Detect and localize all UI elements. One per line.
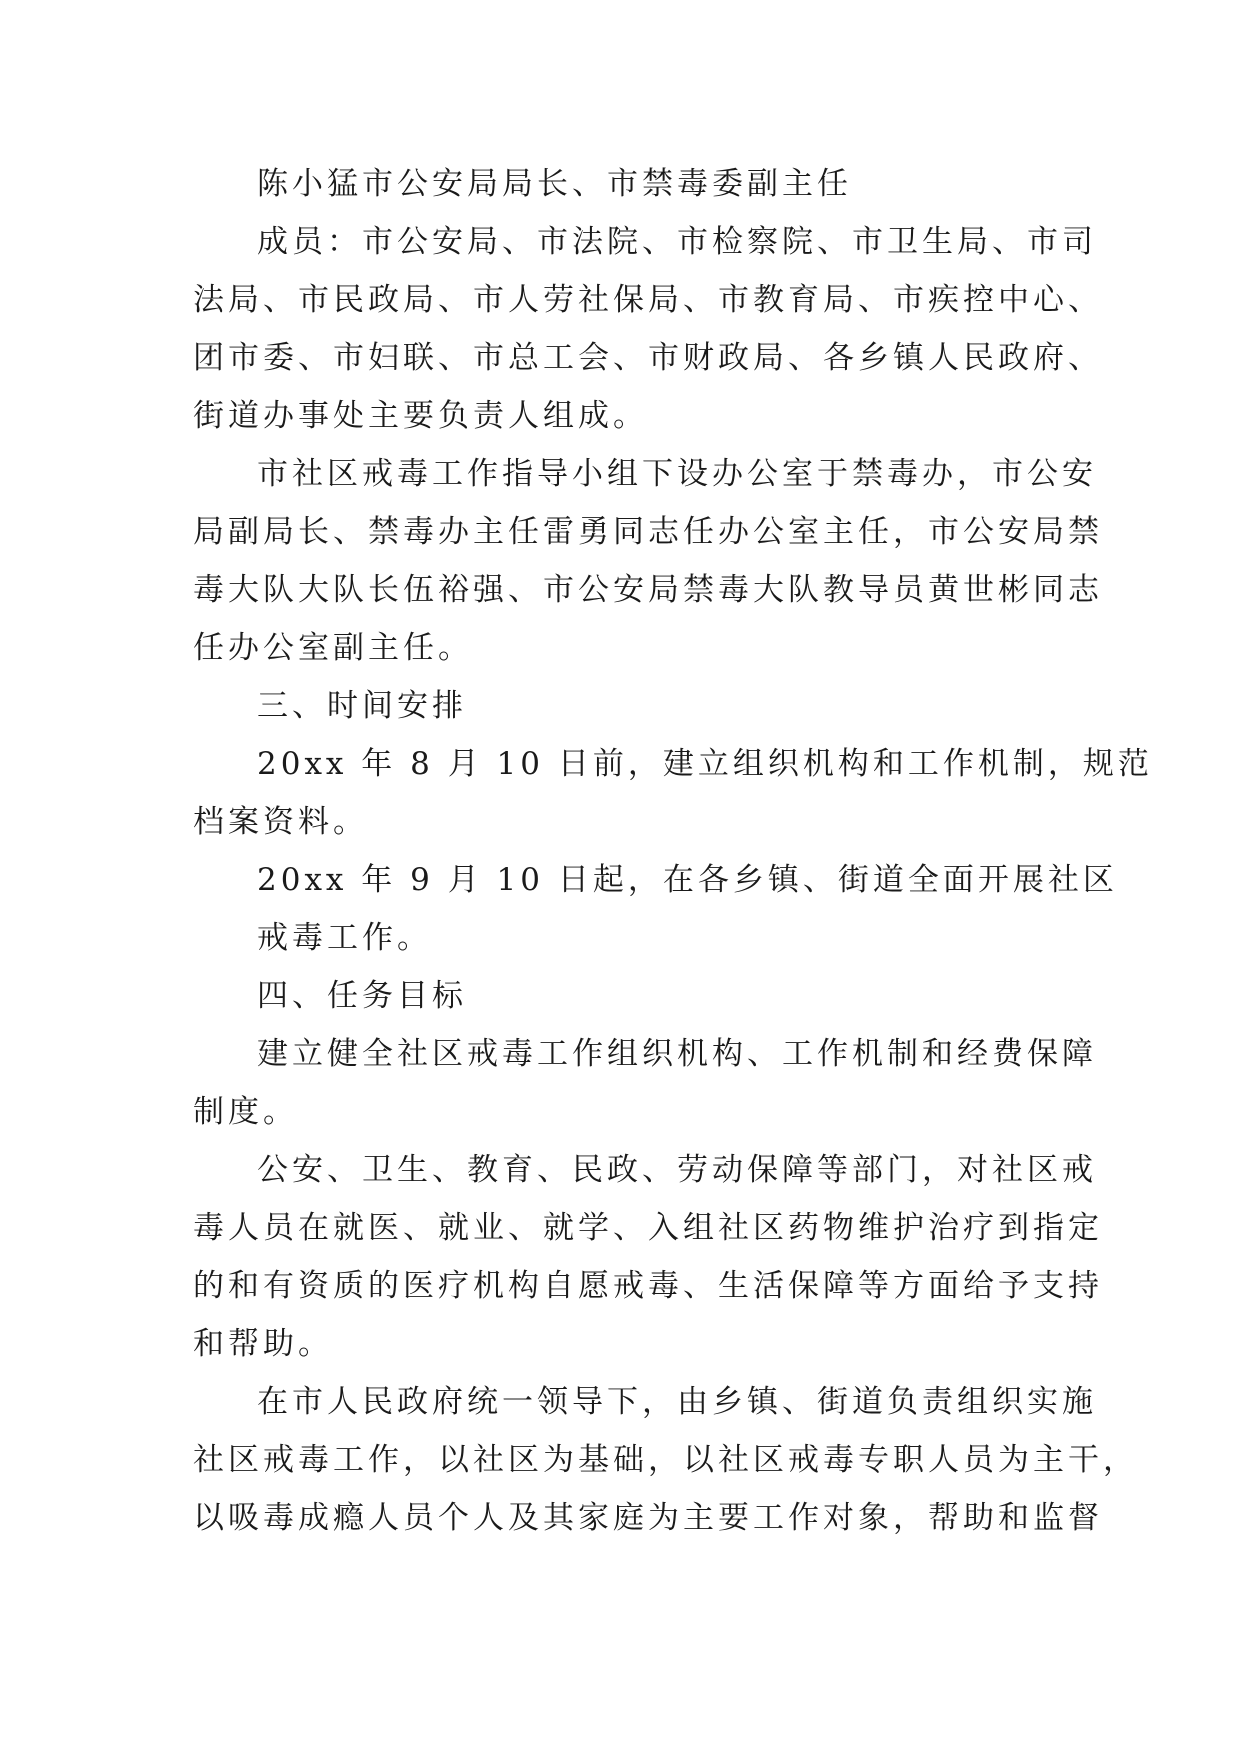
text-line: 的和有资质的医疗机构自愿戒毒、生活保障等方面给予支持	[193, 1268, 1103, 1304]
text-line: 任办公室副主任。	[193, 630, 473, 666]
document-body	[193, 155, 1153, 1547]
text-line: 和帮助。	[193, 1326, 333, 1362]
text-line: 市社区戒毒工作指导小组下设办公室于禁毒办，市公安	[257, 456, 1097, 492]
text-line: 毒大队大队长伍裕强、市公安局禁毒大队教导员黄世彬同志	[193, 572, 1103, 608]
text-line: 制度。	[193, 1094, 298, 1130]
text-line: 陈小猛市公安局局长、市禁毒委副主任	[257, 166, 852, 202]
section-heading: 四、任务目标	[257, 978, 467, 1014]
text-line: 在市人民政府统一领导下，由乡镇、街道负责组织实施	[257, 1384, 1097, 1420]
text-line: 社区戒毒工作，以社区为基础，以社区戒毒专职人员为主干，	[193, 1442, 1138, 1478]
text-line: 20xx 年 9 月 10 日起，在各乡镇、街道全面开展社区	[257, 862, 1118, 898]
text-line: 街道办事处主要负责人组成。	[193, 398, 648, 434]
text-line: 毒人员在就医、就业、就学、入组社区药物维护治疗到指定	[193, 1210, 1103, 1246]
text-line: 档案资料。	[193, 804, 368, 840]
section-heading: 三、时间安排	[257, 688, 467, 724]
text-line: 以吸毒成瘾人员个人及其家庭为主要工作对象，帮助和监督	[193, 1500, 1103, 1536]
text-line: 法局、市民政局、市人劳社保局、市教育局、市疾控中心、	[193, 282, 1103, 318]
text-line: 公安、卫生、教育、民政、劳动保障等部门，对社区戒	[257, 1152, 1097, 1188]
text-line: 建立健全社区戒毒工作组织机构、工作机制和经费保障	[257, 1036, 1097, 1072]
text-line: 20xx 年 8 月 10 日前，建立组织机构和工作机制，规范	[257, 746, 1153, 782]
text-line: 团市委、市妇联、市总工会、市财政局、各乡镇人民政府、	[193, 340, 1103, 376]
text-line: 局副局长、禁毒办主任雷勇同志任办公室主任，市公安局禁	[193, 514, 1103, 550]
text-line: 戒毒工作。	[257, 920, 432, 956]
text-line: 成员：市公安局、市法院、市检察院、市卫生局、市司	[257, 224, 1097, 260]
